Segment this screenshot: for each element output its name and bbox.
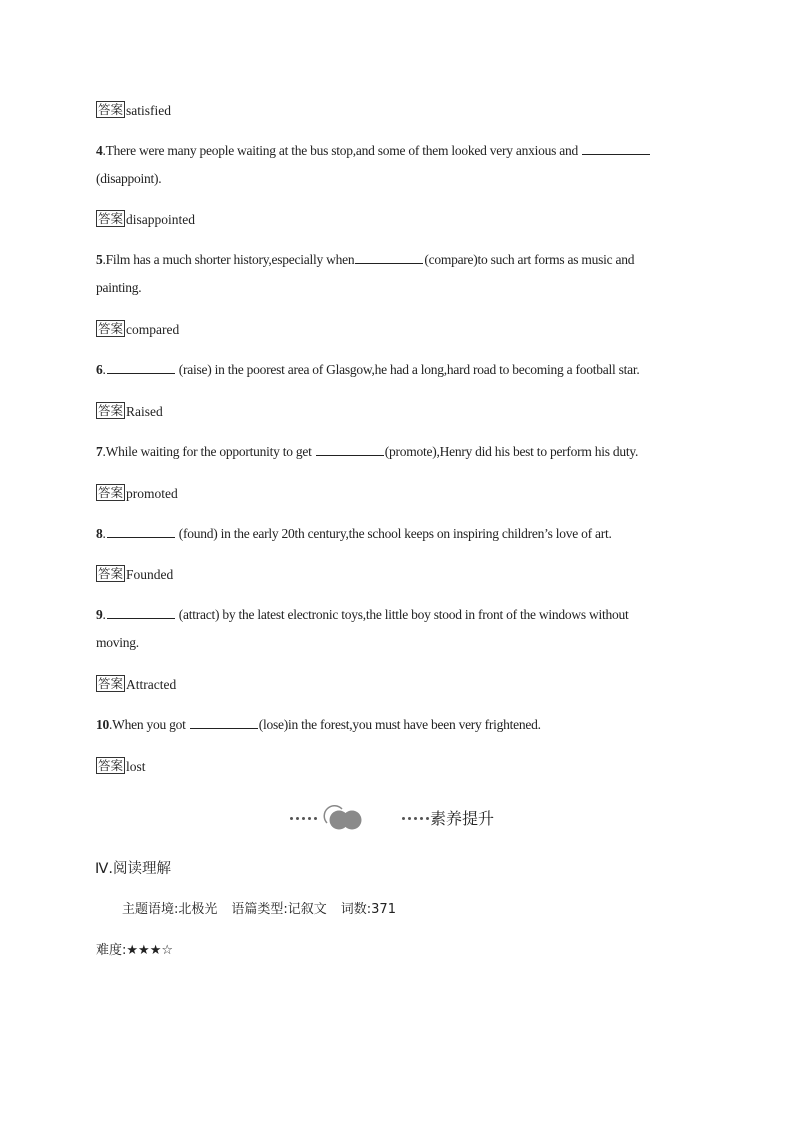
question-sep: . xyxy=(102,607,106,622)
answer-tag: 答案 xyxy=(98,211,124,227)
question-sep: . xyxy=(102,444,106,459)
question-5-line2: painting. xyxy=(96,280,142,295)
answer-value: compared xyxy=(126,321,180,337)
section-divider xyxy=(288,803,518,833)
answer-line-5 xyxy=(96,315,706,344)
answer-line-4 xyxy=(96,205,706,234)
dots-left-decoration xyxy=(290,817,320,820)
question-4 xyxy=(96,137,706,165)
meta-genre: 语篇类型:记叙文 xyxy=(231,902,327,917)
question-text: While waiting for the opportunity to get xyxy=(105,444,315,459)
answer-blank[interactable] xyxy=(316,443,384,456)
answer-tag: 答案 xyxy=(98,321,124,337)
question-text: When you got xyxy=(112,717,189,732)
answer-tag: 答案 xyxy=(98,676,124,692)
answer-line-6 xyxy=(96,397,706,426)
answer-blank[interactable] xyxy=(107,606,175,619)
question-text: (lose)in the forest,you must have been very frightened. xyxy=(258,717,541,732)
double-circle-icon xyxy=(322,805,368,831)
question-sep: . xyxy=(102,362,106,377)
answer-value: disappointed xyxy=(126,211,196,227)
question-text: (promote),Henry did his best to perform his duty. xyxy=(384,444,639,459)
question-sep: . xyxy=(102,252,106,267)
question-text: (compare)to such art forms as music and xyxy=(424,252,635,267)
question-number: 6 xyxy=(96,362,103,377)
answer-blank[interactable] xyxy=(107,525,175,538)
question-9 xyxy=(96,601,706,629)
answer-line-7 xyxy=(96,479,706,508)
question-number: 9 xyxy=(96,607,103,622)
question-text: (attract) by the latest electronic toys,the little boy stood in front of the windows without xyxy=(175,607,629,622)
section-title: 素养提升 xyxy=(430,809,495,828)
answer-blank[interactable] xyxy=(107,361,175,374)
question-7 xyxy=(96,438,706,466)
question-number: 8 xyxy=(96,526,103,541)
answer-tag: 答案 xyxy=(98,403,124,419)
passage-meta xyxy=(122,896,396,924)
question-sep: . xyxy=(109,717,113,732)
answer-blank[interactable] xyxy=(190,716,258,729)
answer-value: Founded xyxy=(126,566,174,582)
answer-line-9 xyxy=(96,670,706,699)
answer-blank[interactable] xyxy=(355,251,423,264)
answer-tag: 答案 xyxy=(98,566,124,582)
question-10 xyxy=(96,711,706,739)
question-4-line2: (disappoint). xyxy=(96,171,162,186)
question-text: There were many people waiting at the bus stop,and some of them looked very anxious and xyxy=(105,143,582,158)
question-sep: . xyxy=(102,526,106,541)
question-5 xyxy=(96,246,706,274)
meta-theme: 主题语境:北极光 xyxy=(122,902,218,917)
question-text: (found) in the early 20th century,the school keeps on inspiring children’s love of art. xyxy=(175,526,612,541)
question-6 xyxy=(96,356,706,384)
answer-line-3 xyxy=(96,96,706,125)
question-number: 10 xyxy=(96,717,109,732)
question-number: 7 xyxy=(96,444,103,459)
answer-tag: 答案 xyxy=(98,485,124,501)
answer-line-10 xyxy=(96,752,706,781)
question-8 xyxy=(96,520,706,548)
answer-value: lost xyxy=(126,758,146,774)
answer-tag: 答案 xyxy=(98,758,124,774)
difficulty-rating: 难度:★★★☆ xyxy=(96,943,173,958)
question-text: (raise) in the poorest area of Glasgow,he had a long,hard road to becoming a football star. xyxy=(175,362,640,377)
answer-value: Attracted xyxy=(126,676,177,692)
part-title: Ⅳ.阅读理解 xyxy=(95,861,171,877)
question-text: Film has a much shorter history,especially when xyxy=(105,252,355,267)
answer-tag: 答案 xyxy=(98,102,124,118)
dots-right-decoration xyxy=(402,817,432,820)
question-number: 4 xyxy=(96,143,103,158)
question-9-line2: moving. xyxy=(96,635,139,650)
answer-line-8 xyxy=(96,560,706,589)
answer-value: satisfied xyxy=(126,102,172,118)
question-sep: . xyxy=(102,143,106,158)
question-number: 5 xyxy=(96,252,103,267)
answer-value: promoted xyxy=(126,485,178,501)
answer-blank[interactable] xyxy=(582,142,650,155)
answer-value: Raised xyxy=(126,403,163,419)
meta-words: 词数:371 xyxy=(340,902,396,917)
